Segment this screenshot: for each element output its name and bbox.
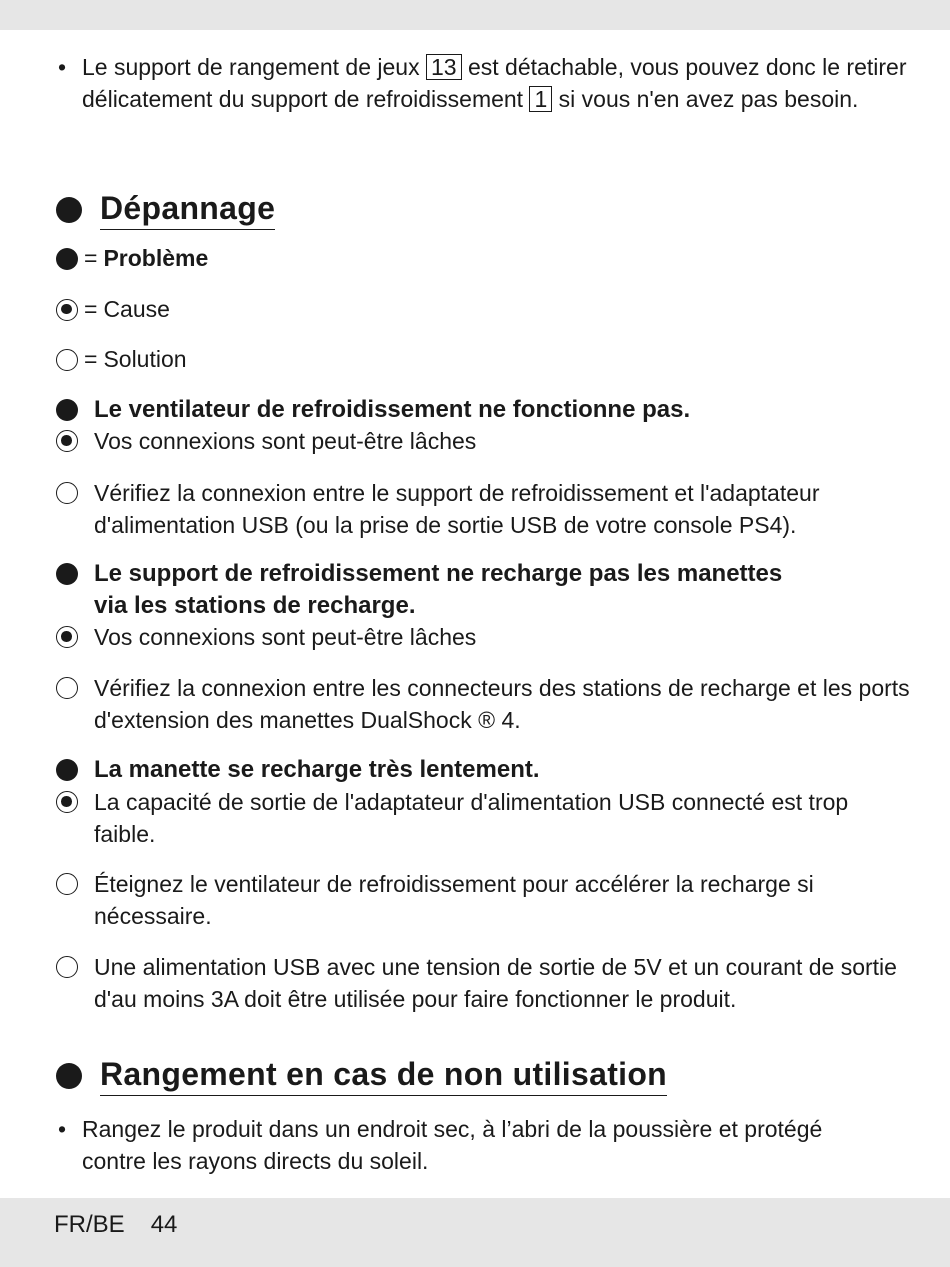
cause-item (56, 621, 916, 653)
ref-number-1: 1 (529, 86, 552, 112)
solution-text: Vérifiez la connexion entre le support de refroidissement et l'adaptateur d'alimentation USB (ou la prise de sortie USB de votre console PS4). (94, 480, 820, 538)
legend-cause-label: Cause (103, 296, 170, 322)
legend-solution-label: Solution (103, 346, 187, 372)
cause-symbol-icon (56, 626, 78, 648)
section-heading-storage (56, 1056, 667, 1096)
solution-symbol-icon (56, 677, 78, 699)
page-number: 44 (150, 1211, 178, 1238)
cause-text: La capacité de sortie de l'adaptateur d'alimentation USB connecté est trop faible. (94, 789, 849, 847)
solution-item (56, 672, 916, 736)
cause-text: Vos connexions sont peut-être lâches (94, 624, 477, 650)
storage-text: Rangez le produit dans un endroit sec, à l’abri de la poussière et protégé contre les rayons directs du soleil. (82, 1116, 823, 1174)
problem-item (56, 754, 916, 786)
cause-item (56, 425, 916, 457)
page-footer (54, 1211, 177, 1239)
solution-text: Vérifiez la connexion entre les connecteurs des stations de recharge et les ports d'extension des manettes DualShock ® 4. (94, 675, 910, 733)
footer-locale: FR/BE (54, 1211, 125, 1238)
problem-symbol-icon (56, 759, 78, 781)
problem-symbol-icon (56, 399, 78, 421)
problem-symbol-icon (56, 248, 78, 270)
problem-text: La manette se recharge très lentement. (94, 756, 540, 783)
cause-symbol-icon (56, 791, 78, 813)
cause-text: Vos connexions sont peut-être lâches (94, 428, 477, 454)
cause-symbol-icon (56, 430, 78, 452)
cause-symbol-icon (56, 299, 78, 321)
bullet-dot: • (58, 54, 67, 80)
storage-bullet (58, 1113, 888, 1177)
solution-symbol-icon (56, 482, 78, 504)
solution-symbol-icon (56, 956, 78, 978)
solution-text: Éteignez le ventilateur de refroidissement pour accélérer la recharge si nécessaire. (94, 871, 814, 929)
section-heading-troubleshooting (56, 190, 275, 230)
legend-problem: = Problème (56, 245, 208, 272)
solution-item (56, 868, 886, 932)
solution-symbol-icon (56, 349, 78, 371)
solution-item (56, 951, 916, 1015)
legend-solution: = Solution (56, 346, 187, 373)
intro-text: Le support de rangement de jeux 13 est détachable, vous pouvez donc le retirer délicatement du support de refroidissement 1 si vous n'en avez pas besoin. (82, 54, 907, 112)
problem-text: Le support de refroidissement ne recharge pas les manettes via les stations de recharge. (94, 560, 783, 619)
legend-cause: = Cause (56, 296, 170, 323)
top-margin-band (0, 0, 950, 30)
intro-bullet (58, 51, 908, 115)
section-disc-icon (56, 1063, 82, 1089)
bullet-dot: • (58, 1116, 67, 1142)
section-title: Rangement en cas de non utilisation (100, 1056, 667, 1096)
section-disc-icon (56, 197, 82, 223)
legend-problem-label: Problème (103, 245, 209, 271)
problem-item (56, 558, 816, 622)
solution-text: Une alimentation USB avec une tension de sortie de 5V et un courant de sortie d'au moins 3A doit être utilisée pour faire fonctionner le produit. (94, 954, 897, 1012)
cause-item (56, 786, 876, 850)
ref-number-13: 13 (426, 54, 462, 80)
problem-symbol-icon (56, 563, 78, 585)
solution-symbol-icon (56, 873, 78, 895)
problem-text: Le ventilateur de refroidissement ne fonctionne pas. (94, 396, 691, 423)
section-title: Dépannage (100, 190, 275, 230)
problem-item (56, 394, 916, 426)
solution-item (56, 477, 916, 541)
